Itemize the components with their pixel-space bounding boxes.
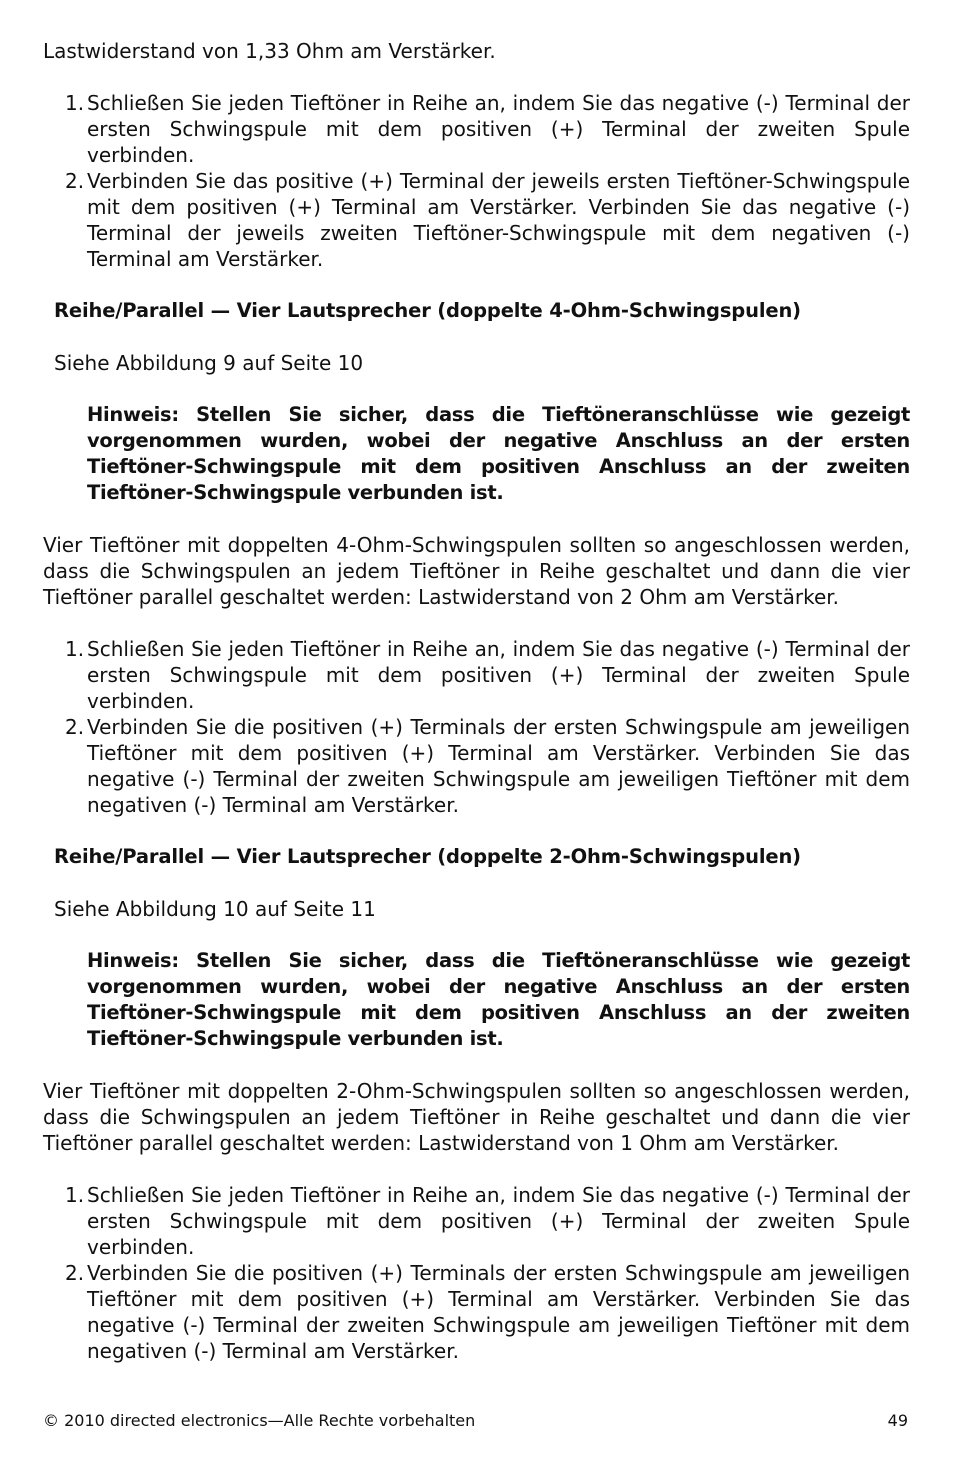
page-footer [43,1411,908,1430]
step-number: 1. [65,1183,85,1207]
step-text: Schließen Sie jeden Tieftöner in Reihe an, indem Sie das negative (-) Terminal der ersten Schwingspule mit dem positiven (+) Terminal der zweiten Spule verbinden. [87,1183,910,1259]
step-list-2ohm [43,1182,910,1364]
list-item [43,714,910,818]
body-paragraph-2ohm: Vier Tieftöner mit doppelten 2-Ohm-Schwingspulen sollten so angeschlossen werden, dass die Schwingspulen an jedem Tieftöner in Reihe geschaltet und dann die vier Tieftöner parallel geschaltet werden: Lastwiderstand von 1 Ohm am Verstärker. [43,1079,910,1155]
page-number: 49 [887,1411,908,1430]
step-number: 2. [65,169,85,193]
step-number: 1. [65,637,85,661]
step-text: Schließen Sie jeden Tieftöner in Reihe an, indem Sie das negative (-) Terminal der ersten Schwingspule mit dem positiven (+) Terminal der zweiten Spule verbinden. [87,637,910,713]
note-2ohm: Hinweis: Stellen Sie sicher, dass die Tieftöneranschlüsse wie gezeigt vorgenommen wurden, wobei der negative Anschluss an der ersten Tieftöner-Schwingspule mit dem positiven Anschluss an der zweiten Tieftöner-Schwingspule verbunden ist. [87,949,910,1050]
step-list-1 [43,90,910,272]
step-text: Verbinden Sie das positive (+) Terminal der jeweils ersten Tieftöner-Schwingspule mit dem positiven (+) Terminal am Verstärker. Verbinden Sie das negative (-) Terminal der jeweils zweiten Tieftöner-Schwingspule mit dem negativen (-) Terminal am Verstärker. [87,169,910,271]
step-text: Verbinden Sie die positiven (+) Terminals der ersten Schwingspule am jeweiligen Tieftöner mit dem positiven (+) Terminal am Verstärker. Verbinden Sie das negative (-) Terminal der zweiten Schwingspule am jeweiligen Tieftöner mit dem negativen (-) Terminal am Verstärker. [87,1261,910,1363]
list-item [43,168,910,272]
list-item [43,1182,910,1260]
figure-reference-4ohm: Siehe Abbildung 9 auf Seite 10 [54,351,364,375]
section-heading-2ohm: Reihe/Parallel — Vier Lautsprecher (doppelte 2-Ohm-Schwingspulen) [54,845,801,868]
intro-line: Lastwiderstand von 1,33 Ohm am Verstärker. [43,39,496,63]
note-4ohm: Hinweis: Stellen Sie sicher, dass die Tieftöneranschlüsse wie gezeigt vorgenommen wurden, wobei der negative Anschluss an der ersten Tieftöner-Schwingspule mit dem positiven Anschluss an der zweiten Tieftöner-Schwingspule verbunden ist. [87,403,910,504]
document-page [43,38,910,1364]
step-number: 1. [65,91,85,115]
figure-reference-2ohm: Siehe Abbildung 10 auf Seite 11 [54,897,376,921]
list-item [43,636,910,714]
step-number: 2. [65,715,85,739]
step-text: Verbinden Sie die positiven (+) Terminals der ersten Schwingspule am jeweiligen Tieftöner mit dem positiven (+) Terminal am Verstärker. Verbinden Sie das negative (-) Terminal der zweiten Schwingspule am jeweiligen Tieftöner mit dem negativen (-) Terminal am Verstärker. [87,715,910,817]
copyright-text: © 2010 directed electronics—Alle Rechte vorbehalten [43,1411,476,1430]
list-item [43,90,910,168]
body-paragraph-4ohm: Vier Tieftöner mit doppelten 4-Ohm-Schwingspulen sollten so angeschlossen werden, dass die Schwingspulen an jedem Tieftöner in Reihe geschaltet und dann die vier Tieftöner parallel geschaltet werden: Lastwiderstand von 2 Ohm am Verstärker. [43,533,910,609]
list-item [43,1260,910,1364]
step-list-4ohm [43,636,910,818]
section-heading-4ohm: Reihe/Parallel — Vier Lautsprecher (doppelte 4-Ohm-Schwingspulen) [54,299,801,322]
step-number: 2. [65,1261,85,1285]
step-text: Schließen Sie jeden Tieftöner in Reihe an, indem Sie das negative (-) Terminal der ersten Schwingspule mit dem positiven (+) Terminal der zweiten Spule verbinden. [87,91,910,167]
